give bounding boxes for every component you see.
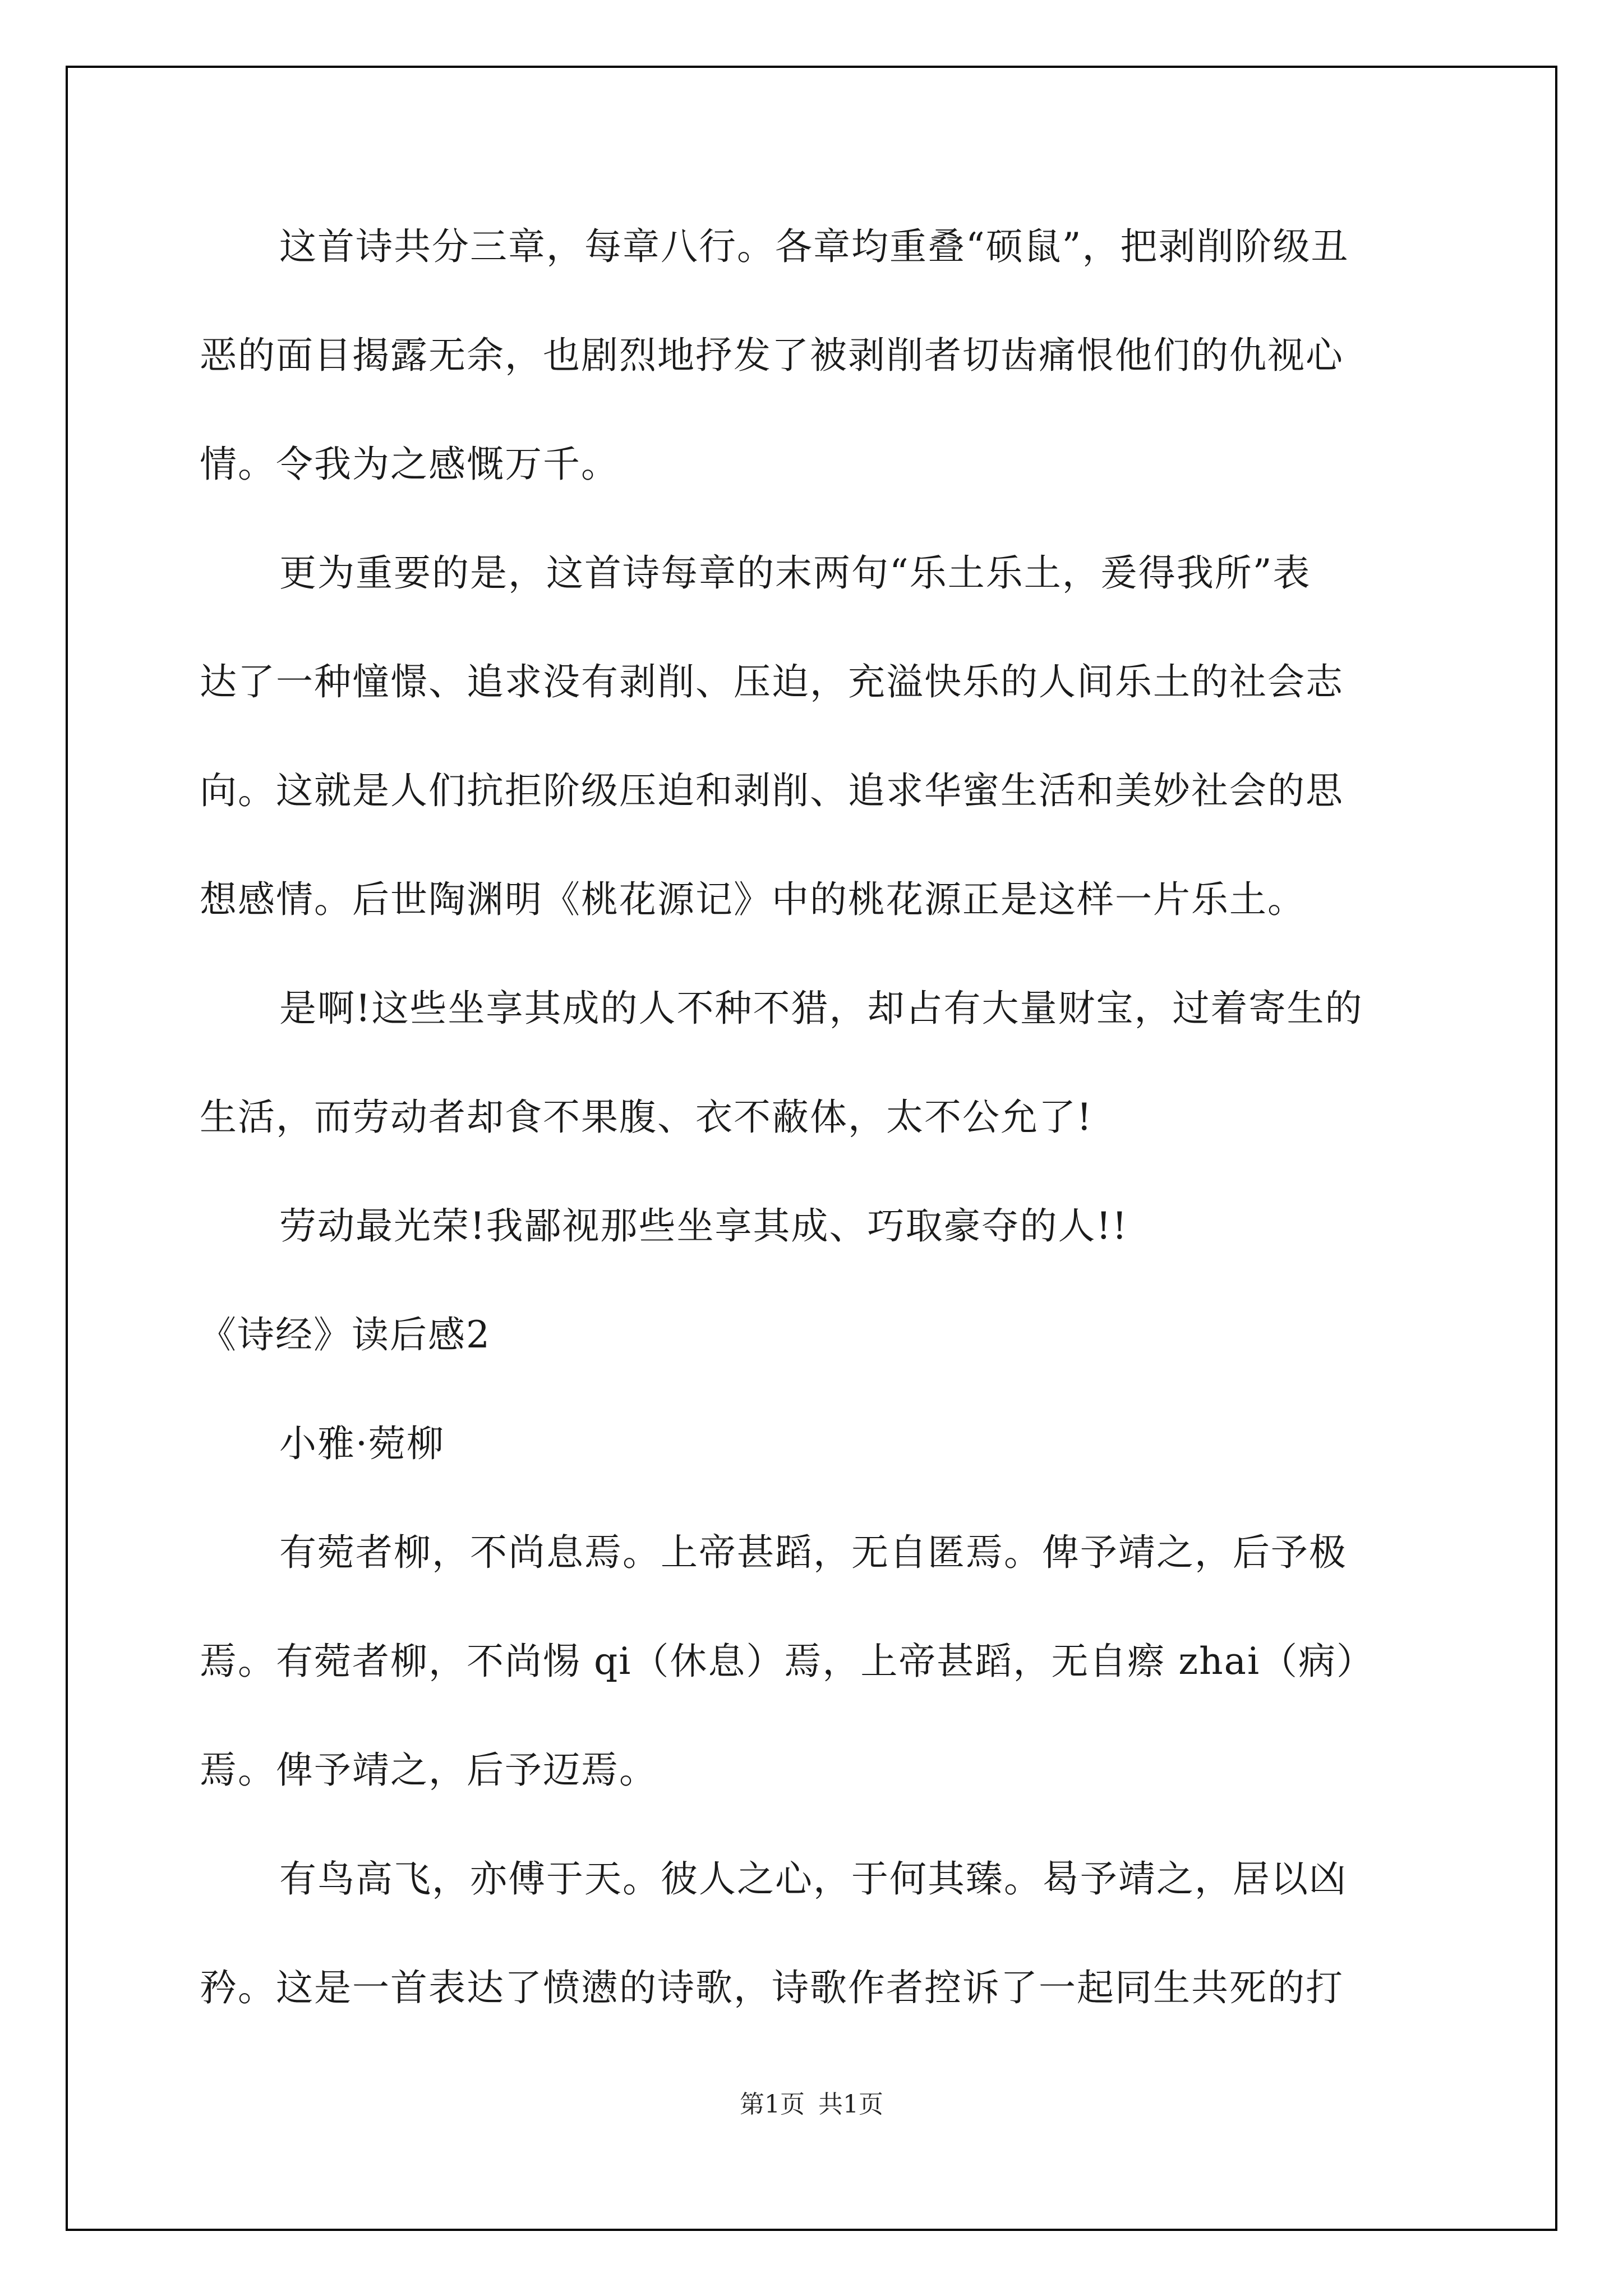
paragraph-2-line-2: 达了一种憧憬、追求没有剥削、压迫，充溢快乐的人间乐土的社会志 xyxy=(200,660,1344,703)
poem-title: 小雅·菀柳 xyxy=(279,1422,445,1465)
paragraph-2-line-1: 更为重要的是，这首诗每章的末两句“乐土乐土，爰得我所”表 xyxy=(279,551,1311,595)
paragraph-5-line-1: 有菀者柳，不尚息焉。上帝甚蹈，无自匿焉。俾予靖之，后予极 xyxy=(279,1531,1347,1574)
paragraph-1-line-1: 这首诗共分三章，每章八行。各章均重叠“硕鼠”，把剥削阶级丑 xyxy=(279,225,1349,268)
section-title: 《诗经》读后感2 xyxy=(199,1313,491,1356)
paragraph-2-line-3: 向。这就是人们抗拒阶级压迫和剥削、追求华蜜生活和美妙社会的思 xyxy=(200,769,1344,812)
paragraph-3-line-1: 是啊!这些坐享其成的人不种不猎，却占有大量财宝，过着寄生的 xyxy=(279,987,1363,1030)
page-footer xyxy=(0,2088,1623,2122)
paragraph-4-line-1: 劳动最光荣!我鄙视那些坐享其成、巧取豪夺的人!! xyxy=(279,1204,1128,1248)
paragraph-6-line-1: 有鸟高飞，亦傅于天。彼人之心，于何其臻。曷予靖之，居以凶 xyxy=(279,1857,1347,1901)
paragraph-1-line-2: 恶的面目揭露无余，也剧烈地抒发了被剥削者切齿痛恨他们的仇视心 xyxy=(200,334,1344,377)
page-number-current: 第1页 xyxy=(740,2090,805,2119)
paragraph-1-line-3: 情。令我为之感慨万千。 xyxy=(200,443,619,486)
paragraph-3-line-2: 生活，而劳动者却食不果腹、衣不蔽体，太不公允了! xyxy=(200,1096,1093,1139)
paragraph-5-line-2: 焉。有菀者柳，不尚惕 qi（休息）焉，上帝甚蹈，无自瘵 zhai（病） xyxy=(200,1640,1375,1683)
document-body xyxy=(200,213,1433,2063)
paragraph-5-line-3: 焉。俾予靖之，后予迈焉。 xyxy=(200,1749,657,1792)
paragraph-6-line-2: 矜。这是一首表达了愤懑的诗歌，诗歌作者控诉了一起同生共死的打 xyxy=(200,1966,1344,2009)
paragraph-2-line-4: 想感情。后世陶渊明《桃花源记》中的桃花源正是这样一片乐土。 xyxy=(200,878,1306,921)
page-number-total: 共1页 xyxy=(818,2090,883,2119)
